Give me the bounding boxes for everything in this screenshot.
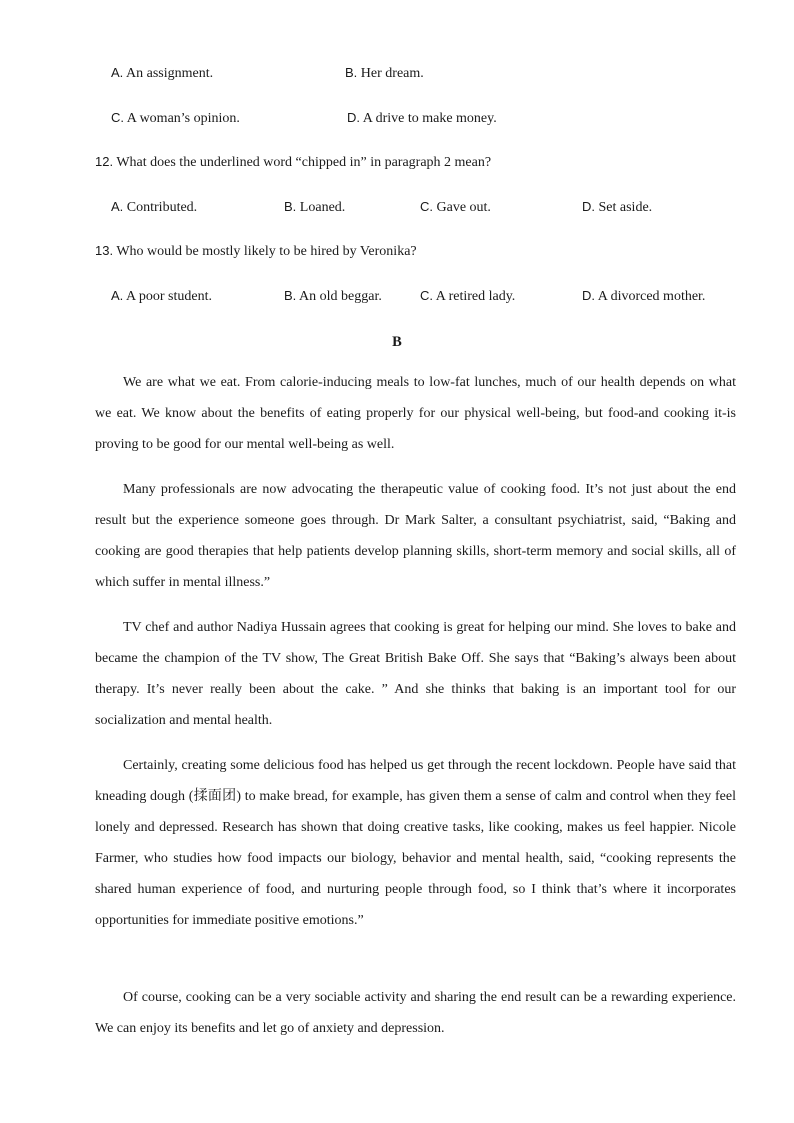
question-number: 13. bbox=[95, 243, 114, 258]
q11-option-b[interactable]: B. Her dream. bbox=[345, 65, 424, 81]
q13-option-b[interactable]: B. An old beggar. bbox=[284, 288, 382, 304]
q13-option-c[interactable]: C. A retired lady. bbox=[420, 288, 516, 304]
passage-title: B bbox=[392, 334, 402, 350]
q11-option-a[interactable]: A. An assignment. bbox=[111, 65, 214, 81]
q13-option-d[interactable]: D. A divorced mother. bbox=[582, 288, 706, 304]
q13-options-row bbox=[0, 286, 794, 306]
q11-options-row-1 bbox=[0, 63, 794, 83]
question-number: 12. bbox=[95, 154, 114, 169]
passage-paragraph-5: Of course, cooking can be a very sociable activity and sharing the end result can be a rewarding experience. We can enjoy its benefits and let go of anxiety and depression. bbox=[95, 990, 736, 1036]
q11-option-c[interactable]: C. A woman’s opinion. bbox=[111, 110, 240, 126]
question-13 bbox=[95, 241, 417, 262]
passage-paragraph-3: TV chef and author Nadiya Hussain agrees that cooking is great for helping our mind. She loves to bake and became the champion of the TV show, The Great British Bake Off. She says that “Baking’s always been about therapy. It’s never really been about the cake. ” And she thinks that baking is an important tool for our socialization and mental health. bbox=[95, 620, 736, 728]
q12-option-b[interactable]: B. Loaned. bbox=[284, 199, 346, 215]
passage-paragraph-4: Certainly, creating some delicious food has helped us get through the recent lockdown. People have said that kneading dough (揉面团) to make bread, for example, has given them a sense of calm and control when they feel lonely and depressed. Research has shown that doing creative tasks, like cooking, makes us feel happier. Nicole Farmer, who studies how food impacts our biology, behavior and mental health, said, “cooking represents the shared human experience of food, and nurturing people through food, so I think that’s where it incorporates opportunities for immediate positive emotions.” bbox=[95, 758, 736, 928]
q11-option-d[interactable]: D. A drive to make money. bbox=[347, 110, 497, 126]
question-text: What does the underlined word “chipped in” in paragraph 2 mean? bbox=[116, 155, 492, 170]
question-text: Who would be mostly likely to be hired by Veronika? bbox=[116, 244, 417, 259]
q12-option-c[interactable]: C. Gave out. bbox=[420, 199, 491, 215]
q11-options-row-2 bbox=[0, 108, 794, 128]
q12-option-a[interactable]: A. Contributed. bbox=[111, 199, 198, 215]
q12-options-row bbox=[0, 197, 794, 217]
question-12 bbox=[95, 152, 491, 173]
passage-paragraph-1: We are what we eat. From calorie-inducing meals to low-fat lunches, much of our health depends on what we eat. We know about the benefits of eating properly for our physical well-being, but food-and cooking it-is proving to be good for our mental well-being as well. bbox=[95, 375, 736, 452]
q12-option-d[interactable]: D. Set aside. bbox=[582, 199, 653, 215]
q13-option-a[interactable]: A. A poor student. bbox=[111, 288, 212, 304]
passage-paragraph-2: Many professionals are now advocating the therapeutic value of cooking food. It’s not just about the end result but the experience someone goes through. Dr Mark Salter, a consultant psychiatrist, said, “Baking and cooking are good therapies that help patients develop planning skills, short-term memory and social skills, all of which suffer in mental illness.” bbox=[95, 482, 736, 590]
